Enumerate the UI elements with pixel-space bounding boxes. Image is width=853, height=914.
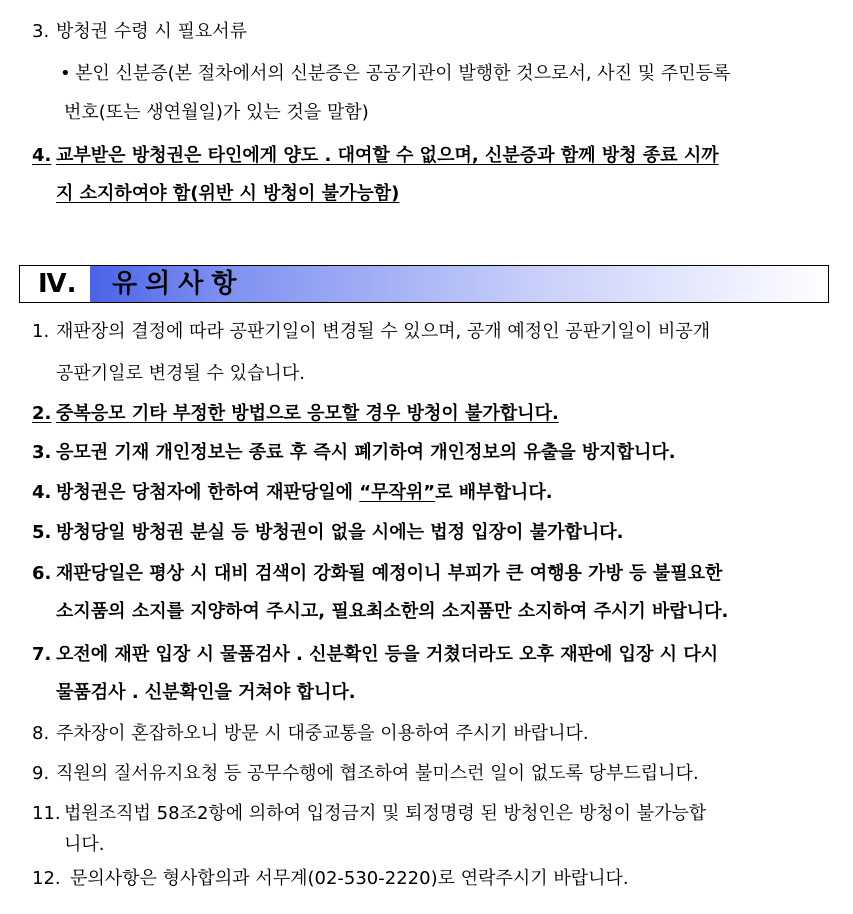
item-number: 8.: [32, 723, 50, 744]
item-text: 니다.: [64, 834, 105, 855]
item-text: 주차장이 혼잡하오니 방문 시 대중교통을 이용하여 주시기 바랍니다.: [56, 723, 589, 744]
item-number: 9.: [32, 763, 50, 784]
item-text: 중복응모 기타 부정한 방법으로 응모할 경우 방청이 불가합니다.: [56, 403, 559, 424]
item-number: 4.: [32, 482, 52, 503]
section-title: 유의사항: [112, 269, 245, 299]
item-number: 3.: [32, 442, 52, 463]
section-number: Ⅳ.: [38, 269, 77, 299]
item-number: 12.: [32, 868, 61, 889]
item-text: 로 배부합니다.: [435, 482, 553, 503]
item-text: 방청권 수령 시 필요서류: [56, 21, 248, 42]
item-text: 문의사항은 형사합의과 서무계(02-530-2220)로 연락주시기 바랍니다.: [70, 868, 629, 889]
item-number: 2.: [32, 403, 52, 424]
item-text-emphasis: “무작위”: [359, 482, 436, 503]
item-text: 번호(또는 생연월일)가 있는 것을 말함): [64, 102, 369, 123]
item-number: 1.: [32, 321, 50, 342]
item-text: 오전에 재판 입장 시 물품검사 . 신분확인 등을 거쳤더라도 오후 재판에 입장 시 다시: [56, 644, 719, 665]
item-text: 방청당일 방청권 분실 등 방청권이 없을 시에는 법정 입장이 불가합니다.: [56, 522, 624, 543]
item-text: 소지품의 소지를 지양하여 주시고, 필요최소한의 소지품만 소지하여 주시기 바랍니다.: [56, 601, 729, 622]
item-number: 7.: [32, 644, 52, 665]
item-text: 지 소지하여야 함(위반 시 방청이 불가능함): [56, 183, 400, 204]
item-text: 본인 신분증(본 절차에서의 신분증은 공공기관이 발행한 것으로서, 사진 및 주민등록: [75, 63, 731, 84]
item-number: 3.: [32, 21, 50, 42]
item-text: 공판기일로 변경될 수 있습니다.: [56, 363, 305, 384]
item-text: 방청권은 당첨자에 한하여 재판당일에: [56, 482, 360, 503]
item-text-wrap: [56, 481, 553, 505]
item-text: 법원조직법 58조2항에 의하여 입정금지 및 퇴정명령 된 방청인은 방청이 불가능합: [64, 803, 707, 824]
item-text: 응모권 기재 개인정보는 종료 후 즉시 폐기하여 개인정보의 유출을 방지합니다.: [56, 442, 676, 463]
bullet-icon: •: [60, 63, 71, 84]
item-number: 6.: [32, 563, 52, 584]
item-number: 11.: [32, 803, 61, 824]
item-number: 5.: [32, 522, 52, 543]
item-text: 직원의 질서유지요청 등 공무수행에 협조하여 불미스런 일이 없도록 당부드립니다.: [56, 763, 699, 784]
item-text: 교부받은 방청권은 타인에게 양도 . 대여할 수 없으며, 신분증과 함께 방청 종료 시까: [56, 145, 719, 166]
item-text: 물품검사 . 신분확인을 거쳐야 합니다.: [56, 682, 356, 703]
item-text: 재판당일은 평상 시 대비 검색이 강화될 예정이니 부피가 큰 여행용 가방 등 불필요한: [56, 563, 723, 584]
item-text: 재판장의 결정에 따라 공판기일이 변경될 수 있으며, 공개 예정인 공판기일이 비공개: [56, 321, 711, 342]
section-header: [19, 265, 829, 303]
item-number: 4.: [32, 145, 52, 166]
